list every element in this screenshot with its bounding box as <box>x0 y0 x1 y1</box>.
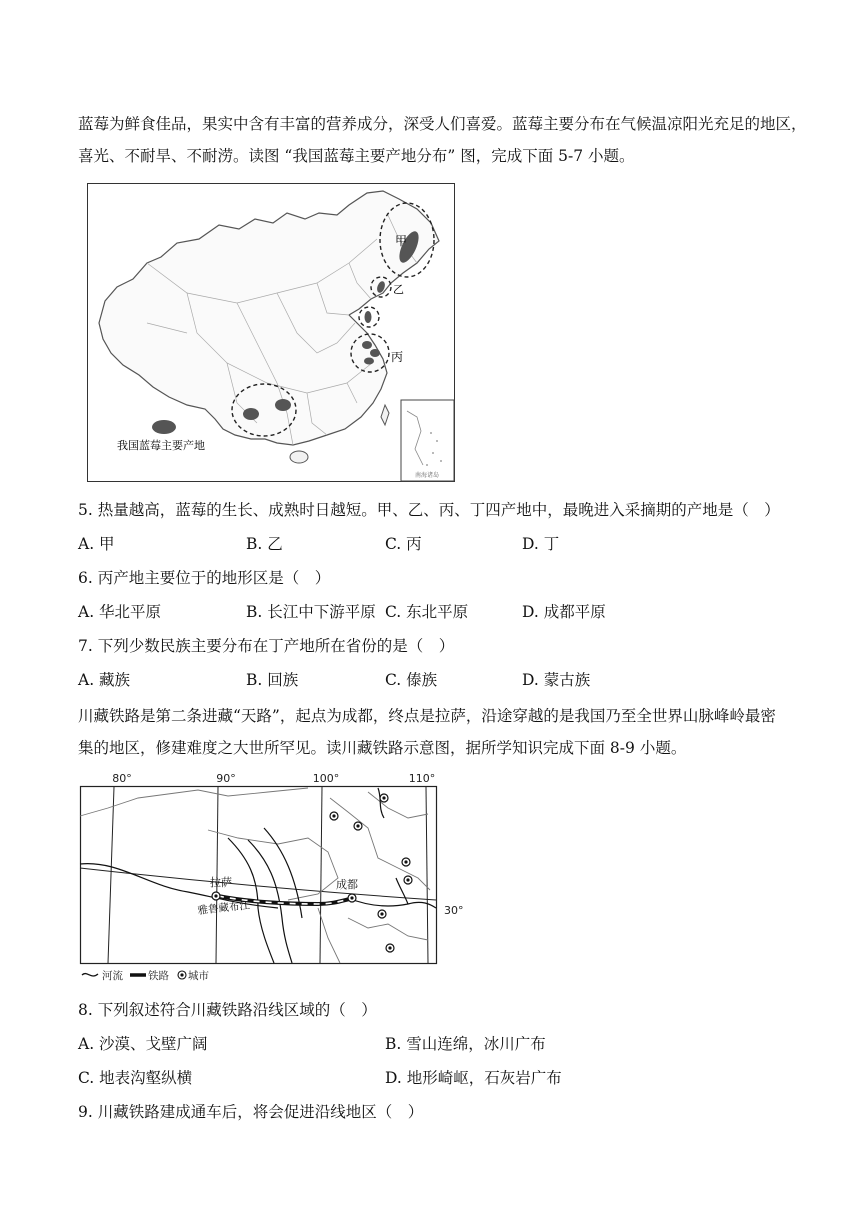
city-marker-chengdu <box>348 894 356 902</box>
q8-option-c[interactable]: C. 地表沟壑纵横 <box>78 1069 193 1087</box>
inset-label: 南海诸岛 <box>414 472 440 479</box>
railway-map-svg <box>78 768 464 988</box>
longitude-label-100: 100° <box>312 772 340 785</box>
label-jia: 甲 <box>395 234 408 248</box>
q8-option-b[interactable]: B. 雪山连绵，冰川广布 <box>385 1035 546 1053</box>
q8-option-a[interactable]: A. 沙漠、戈壁广阔 <box>78 1035 208 1053</box>
area-ding-blob <box>275 399 291 411</box>
longitude-label-110: 110° <box>408 772 436 785</box>
q5-option-b[interactable]: B. 乙 <box>246 535 283 553</box>
area-shandong-blob <box>365 311 372 323</box>
legend-railway-label: 铁路 <box>148 970 169 982</box>
q6-option-d[interactable]: D. 成都平原 <box>522 603 606 621</box>
legend-city-label: 城市 <box>188 970 209 982</box>
city-label-chengdu: 成都 <box>336 878 358 891</box>
legend-river-label: 河流 <box>102 970 123 982</box>
longitude-label-80: 80° <box>112 772 132 785</box>
q7-option-a[interactable]: A. 藏族 <box>78 671 131 689</box>
question-5-stem: 5. 热量越高，蓝莓的生长、成熟时日越短。甲、乙、丙、丁四产地中，最晚进入采摘期的产地是（ ） <box>78 501 780 519</box>
blueberry-map-figure <box>87 183 455 482</box>
area-bing-blob <box>362 341 372 349</box>
q5-option-d[interactable]: D. 丁 <box>522 535 560 553</box>
hainan-island <box>290 451 308 463</box>
intro-paragraph-line: 蓝莓为鲜食佳品，果实中含有丰富的营养成分，深受人们喜爱。蓝莓主要分布在气候温凉阳光充足的地区， <box>78 115 807 133</box>
label-yi: 乙 <box>393 283 404 296</box>
q5-option-c[interactable]: C. 丙 <box>385 535 422 553</box>
q7-option-c[interactable]: C. 傣族 <box>385 671 438 689</box>
q8-option-d[interactable]: D. 地形崎岖，石灰岩广布 <box>385 1069 562 1087</box>
blueberry-map-svg <box>87 183 455 482</box>
q6-option-b[interactable]: B. 长江中下游平原 <box>246 603 376 621</box>
longitude-label-90: 90° <box>216 772 236 785</box>
area-ding-blob <box>243 408 259 420</box>
city-label-lhasa: 拉萨 <box>210 876 232 889</box>
question-7-stem: 7. 下列少数民族主要分布在丁产地所在省份的是（ ） <box>78 637 455 655</box>
question-8-stem: 8. 下列叙述符合川藏铁路沿线区域的（ ） <box>78 1001 377 1019</box>
river-label-yarlung: 雅鲁藏布江 <box>197 899 251 917</box>
q6-option-c[interactable]: C. 东北平原 <box>385 603 469 621</box>
railway-map-figure <box>78 768 464 988</box>
area-bing-blob <box>364 358 374 365</box>
intro-paragraph-line: 集的地区，修建难度之大世所罕见。读川藏铁路示意图，据所学知识完成下面 8-9 小题。 <box>78 739 687 757</box>
q7-option-d[interactable]: D. 蒙古族 <box>522 671 591 689</box>
latitude-label-30: 30° <box>444 904 464 917</box>
question-9-stem: 9. 川藏铁路建成通车后，将会促进沿线地区（ ） <box>78 1103 424 1121</box>
intro-paragraph-line: 川藏铁路是第二条进藏“天路”，起点为成都，终点是拉萨，沿途穿越的是我国乃至全世界山脉峰岭最密 <box>78 707 776 725</box>
q6-option-a[interactable]: A. 华北平原 <box>78 603 162 621</box>
label-bing: 丙 <box>391 350 404 364</box>
legend-swatch <box>152 420 176 434</box>
map-legend-label: 我国蓝莓主要产地 <box>117 439 205 452</box>
railway-map-legend <box>82 969 209 982</box>
area-bing-blob <box>370 349 380 357</box>
q5-option-a[interactable]: A. 甲 <box>78 535 115 553</box>
q7-option-b[interactable]: B. 回族 <box>246 671 299 689</box>
intro-paragraph-line: 喜光、不耐旱、不耐涝。读图 “我国蓝莓主要产地分布” 图，完成下面 5-7 小题。 <box>78 147 635 165</box>
question-6-stem: 6. 丙产地主要位于的地形区是（ ） <box>78 569 331 587</box>
city-marker-lhasa <box>212 892 220 900</box>
